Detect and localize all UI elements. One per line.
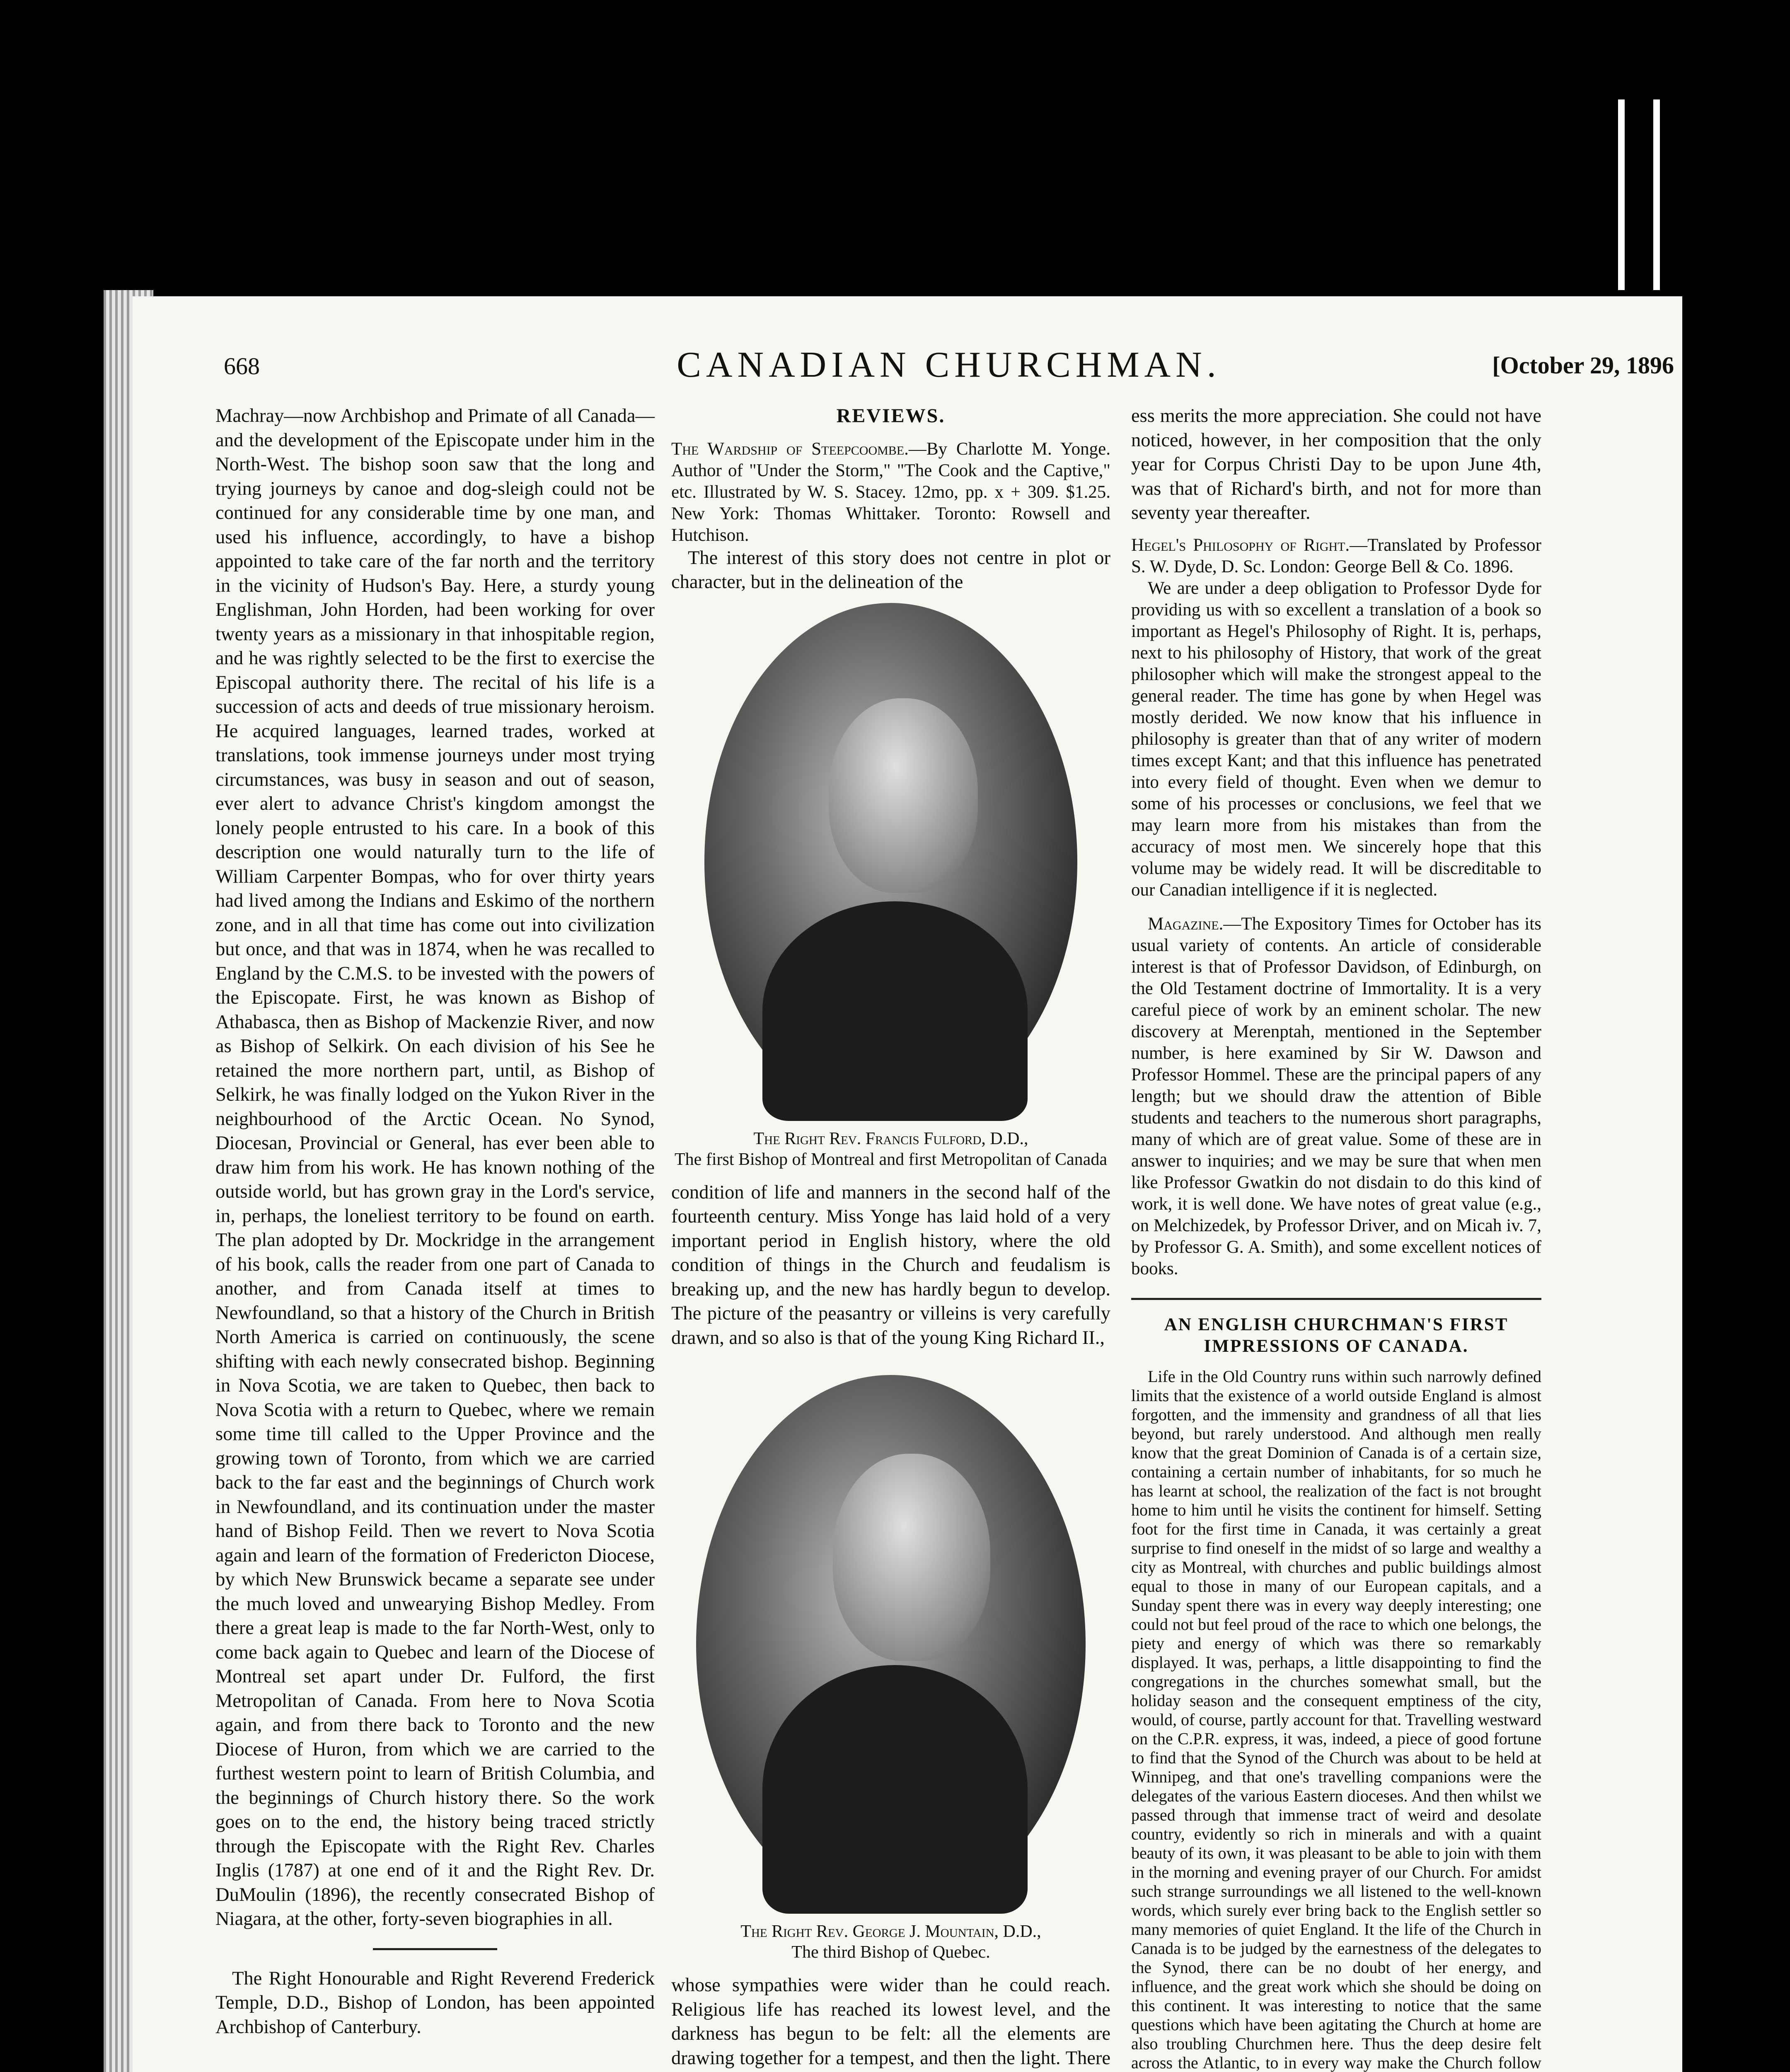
column-middle [671,404,1110,2072]
bishops-history-text: Machray—now Archbishop and Primate of all Canada—and the development of the Episcopate under him in the North-West. The bishop soon saw that the long and trying journeys by canoe and dog-sleigh could not be continued for any considerable time by one man, and used his influence, accordingly, to have a bishop appointed to take care of the far north and the territory in the vicinity of Hudson's Bay. Here, a sturdy young Englishman, John Horden, had been working for over twenty years as a missionary in that inhospitable region, and he was rightly selected to be the first to exercise the Episcopal authority there. The recital of his life is a succession of acts and deeds of true missionary heroism. He acquired languages, learned trades, worked at translations, took immense journeys under most trying circumstances, was busy in season and out of season, ever alert to advance Christ's kingdom amongst the lonely people entrusted to his care. In a book of this description one would naturally turn to the life of William Carpenter Bompas, who for over thirty years had lived among the Indians and Eskimo of the northern zone, and in all that time has come out into civilization but once, and that was in 1874, when he was recalled to England by the C.M.S. to be invested with the powers of the Episcopate. First, he was known as Bishop of Athabasca, then as Bishop of Mackenzie River, and now as Bishop of Selkirk. On each division of his See he retained the more northern part, until, as Bishop of Selkirk, he was finally lodged on the Yukon River in the neighbourhood of the Arctic Ocean. No Synod, Diocesan, Provincial or General, has ever been able to draw him from his work. He has known nothing of the outside world, but has grown gray in the Lord's service, in, perhaps, the loneliest territory to be found on earth. The plan adopted by Dr. Mockridge in the arrangement of his book, calls the reader from one part of Canada to another, and from Canada itself at times to Newfoundland, so that a history of the Church in British North America is carried on continuously, the scene shifting with each newly consecrated bishop. Beginning in Nova Scotia, we are taken to Quebec, then back to Nova Scotia with a return to Quebec, where we remain some time till called to the Upper Province and the growing town of Toronto, from which we are carried back to the far east and the beginnings of Church work in Newfoundland, and its continuation under the master hand of Bishop Feild. Then we revert to Nova Scotia again and learn of the formation of Fredericton Diocese, by which New Brunswick became a separate see under the much loved and unwearying Bishop Medley. From there a great leap is made to the far North-West, only to come back again to Quebec and learn of the Diocese of Montreal set apart under Dr. Fulford, the first Metropolitan of Canada. From here to Nova Scotia again, and from there back to Toronto and the new Diocese of Huron, from which we are carried to the furthest western point to learn of British Columbia, and the beginnings of Church history there. So the work goes on to the end, the history being traced strictly through the Episcopate with the Right Rev. Charles Inglis (1787) at one end of it and the Right Rev. Dr. DuMoulin (1896), the recently consecrated Bishop of Niagara, at the other, forty-seven biographies in all. [215,405,655,1929]
page-number: 668 [224,353,260,380]
film-bar-right [1653,99,1660,290]
publication-title: CANADIAN CHURCHMAN. [677,345,1221,385]
hegel-review-text: We are under a deep obligation to Professor Dyde for providing us with so excellent a translation of a book so important as Hegel's Philosophy of Right. It is, perhaps, next to his philosophy of History, that work of the great philosopher which will make the strongest appeal to the general reader. The time has gone by when Hegel was mostly derided. We now know that his influence in philosophy is greater than that of any writer of modern times except Kant; and that this influence has penetrated into every field of thought. Even when we demur to some of his processes or conclusions, we feel that we may learn more from his mistakes than from the accuracy of most men. We sincerely hope that this volume may be widely read. It will be discreditable to our Canadian intelligence if it is neglected. [1131,578,1541,900]
fulford-caption-name: The Right Rev. Francis Fulford, D.D., [753,1129,1028,1148]
mountain-caption-name: The Right Rev. George J. Mountain, D.D., [740,1922,1041,1941]
magazine-label: Magazine. [1148,914,1224,934]
reviews-heading: REVIEWS. [836,405,946,427]
review-book-details: —By Charlotte M. Yonge. Author of "Under the Storm," "The Cook and the Captive," etc. Illustrated by W. S. Stacey. 12mo, pp. x + 309. $1.25. New York: Thomas Whittaker. Toronto: Rowsell and Hutchison. [671,439,1110,545]
review-paragraph-1: The interest of this story does not centre in plot or character, but in the delineation of the [671,547,1110,593]
hegel-book-details: —Translated by Professor S. W. Dyde, D. Sc. London: George Bell & Co. 1896. [1131,535,1541,576]
mountain-portrait-body [762,1665,1028,1914]
page-header [224,344,1674,390]
column-left [215,404,655,2039]
newspaper-page [133,296,1682,2072]
fulford-portrait-head [829,698,978,893]
hegel-book-title: Hegel's Philosophy of Right. [1131,535,1350,555]
article-body-text: Life in the Old Country runs within such narrowly defined limits that the existence of a world outside England is almost forgotten, and the immensity and grandness of all that lies beyond, but rarely understood. And although men really know that the great Dominion of Canada is of a certain size, containing a certain number of inhabitants, for so much he has learnt at school, the realization of the fact is not brought home to him until he visits the continent for himself. Setting foot for the first time in Canada, it was certainly a great surprise to find oneself in the midst of so large and wealthy a city as Montreal, with churches and public buildings almost equal to those in many of our European capitals, and a Sunday spent there was in every way deeply interesting; one could not but feel proud of the race to which one belongs, the piety and energy of which was there so remarkably displayed. It was, perhaps, a little disappointing to find the congregations in the churches somewhat small, but the holiday season and the consequent emptiness of the city, would, of course, partly account for that. Travelling westward on the C.P.R. express, it was, indeed, a piece of good fortune to find that the Synod of the Church was about to be held at Winnipeg, and that one's travelling companions were the delegates of the various Eastern dioceses. And then whilst we passed through that immense tract of weird and desolate country, evidently so rich in minerals and with a quaint beauty of its own, it was pleasant to be able to join with them in the morning and evening prayer of our Church. For amidst such strange surroundings we all listened to the well-known words, which surely ever bring back to the English settler so many memories of quiet England. It the life of the Church in Canada is to be judged by the earnestness of the delegates to the Synod, there can be no doubt of her energy, and influence, and the great work which she should be doing on this continent. It was interesting to notice that the same questions which have been agitating the Church at home are also troubling Churchmen here. Thus the deep desire felt across the Atlantic, to in every way make the Church follow [1131,1367,1541,2072]
fulford-portrait [704,603,1077,1121]
fulford-portrait-body [762,901,1028,1121]
fulford-caption [671,1128,1110,1170]
section-divider-rule [1131,1298,1541,1300]
mountain-portrait [696,1375,1086,1914]
review-paragraph-2: condition of life and manners in the second half of the fourteenth century. Miss Yonge has laid hold of a very important period in English history, where the old condition of things in the Church and feudalism is breaking up, and the new has hardly begun to develop. The picture of the peasantry or villeins is very carefully drawn, and so also is that of the young King Richard II., [671,1181,1110,1348]
fulford-caption-desc: The first Bishop of Montreal and first Metropolitan of Canada [675,1150,1107,1169]
film-bar-left [1618,99,1625,290]
review-paragraph-3: whose sympathies were wider than he could reach. Religious life has reached its lowest level, and the darkness has begun to be felt: all the elements are drawing together for a tempest, and then the light. There [671,1975,1110,2069]
column-divider-rule [373,1948,497,1950]
column-right [1131,404,1541,2072]
magazine-review-text: —The Expository Times for October has its usual variety of contents. An article of considerable interest is that of Professor Davidson, of Edinburgh, on the Old Testament doctrine of Immortality. It is a very careful piece of work by an eminent scholar. The new discovery at Merenptah, mentioned in the September number, is here examined by Sir W. Dawson and Professor Hommel. These are the principal papers of any length; but we should draw the attention of Bible students and teachers to the numerous short paragraphs, many of which are of great value. Some of these are in answer to inquiries; and we may be sure that when men like Professor Gwatkin do not disdain to do this kind of work, it is well done. We have notes of great value (e.g., on Melchizedek, by Professor Driver, and on Micah iv. 7, by Professor G. A. Smith), and some excellent notices of books. [1131,914,1541,1278]
temple-appointment-notice: The Right Honourable and Right Reverend Frederick Temple, D.D., Bishop of London, has been appointed Archbishop of Canterbury. [215,1968,655,2038]
mountain-caption [671,1921,1110,1963]
issue-date: [October 29, 1896 [1492,352,1674,379]
review-book-title: The Wardship of Steepcoombe. [671,439,909,459]
article-heading: AN ENGLISH CHURCHMAN'S FIRST IMPRESSIONS OF CANADA. [1164,1314,1509,1356]
mountain-portrait-head [833,1454,990,1661]
mountain-caption-desc: The third Bishop of Quebec. [791,1943,990,1962]
review-continuation: ess merits the more appreciation. She could not have noticed, however, in her composition that the only year for Corpus Christi Day to be upon June 4th, was that of Richard's birth, and not for more than seventy year thereafter. [1131,405,1541,523]
